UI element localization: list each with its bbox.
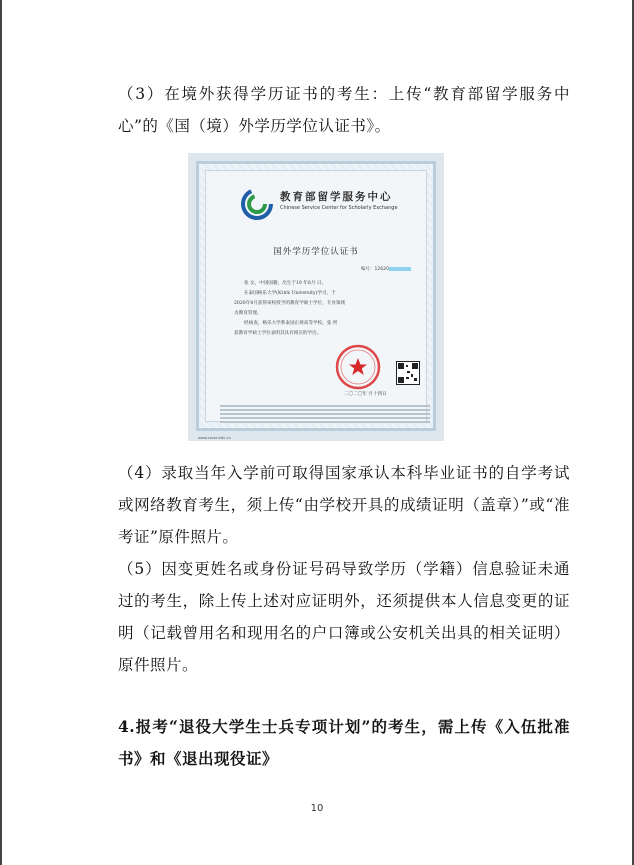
certificate-line: 获教育学硕士学位表明其具有相应的学历。: [234, 331, 322, 336]
certificate-org-name: 教育部留学服务中心: [280, 191, 393, 203]
page-left-border: [0, 0, 2, 865]
certificate-line: 2020年4月获得该校授予的教育学硕士学位，专业领域: [234, 301, 346, 306]
certificate-date: 二〇二〇年 月十四日: [344, 392, 387, 397]
cscse-logo-icon: [240, 187, 274, 221]
certificate-org-name-en: Chinese Service Center for Scholarly Exchange: [280, 205, 398, 211]
official-seal-icon: [334, 343, 382, 391]
qr-code-icon: [396, 361, 420, 385]
certificate-fine-print: [220, 403, 430, 425]
certificate-line: 张 女，中国国籍，出生于19 年8月 日。: [244, 281, 327, 286]
certificate-title: 国外学历学位认证书: [273, 247, 359, 257]
certificate-number: 编号：12620: [361, 266, 411, 272]
qr-pattern-icon: [397, 362, 419, 384]
item-4-paragraph: （4）录取当年入学前可取得国家承认本科毕业证书的自学考试或网络教育考生，须上传“由学校开具的成绩证明（盖章）”或“准考证”原件照片。: [118, 464, 570, 546]
certificate-line: 在泰国格乐大学(Krirk University)学习，于: [244, 291, 336, 296]
certificate-line: 为教育管理。: [234, 311, 262, 316]
certificate-inner: [205, 170, 427, 422]
page-number: 10: [310, 803, 324, 814]
certificate-url: www.cscse.edu.cn: [198, 436, 231, 440]
item-3-paragraph: （3）在境外获得学历证书的考生：上传“教育部留学服务中心”的《国（境）外学历学位认证书》。: [118, 85, 570, 135]
certificate-line: 经核查，格乐大学系泰国正规高等学校。张 所: [244, 321, 338, 326]
item-5-paragraph: （5）因变更姓名或身份证号码导致学历（学籍）信息验证未通过的考生，除上传上述对应证明外，还须提供本人信息变更的证明（记载曾用名和现用名的户口簿或公安机关出具的相关证明）原件照片。: [118, 560, 570, 674]
certificate-image: [188, 153, 444, 441]
section-4-heading: 4.报考“退役大学生士兵专项计划”的考生，需上传《入伍批准书》和《退出现役证》: [118, 717, 570, 768]
certificate-frame: [196, 161, 436, 431]
certificate-body: [234, 279, 414, 339]
